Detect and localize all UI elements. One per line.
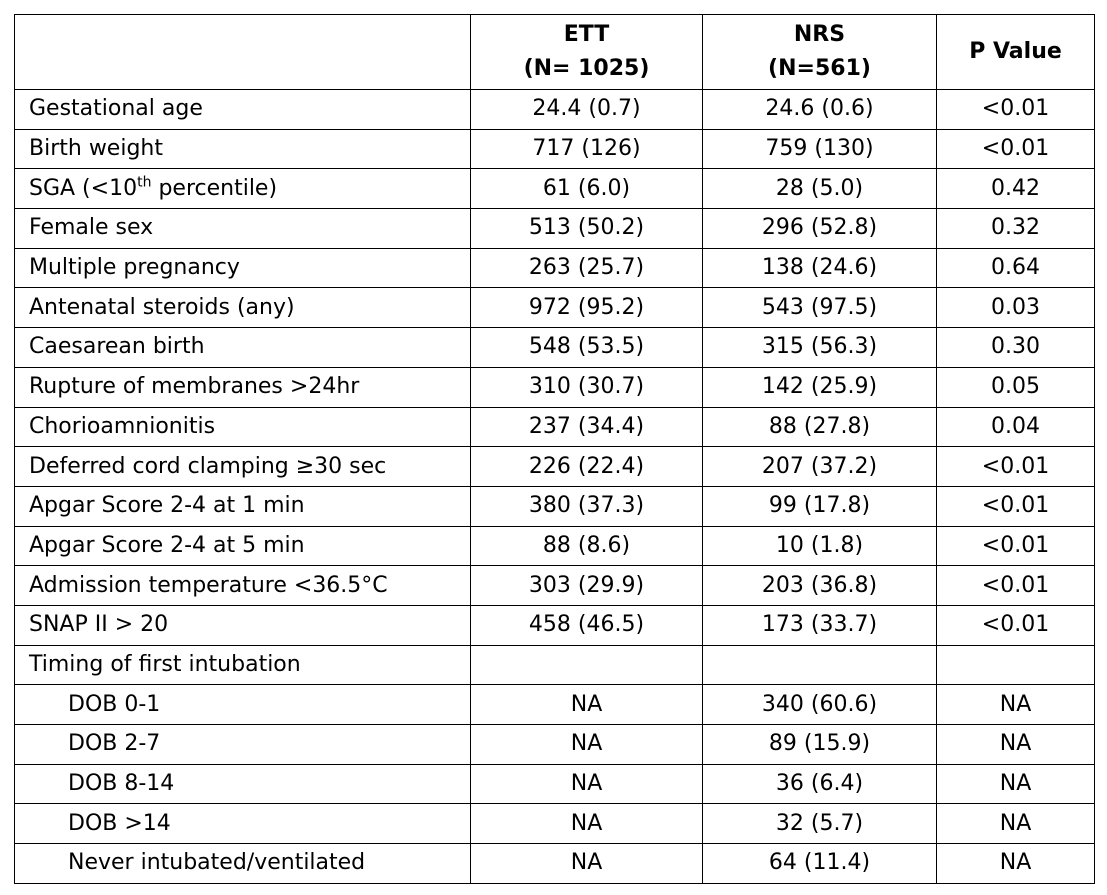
baseline-characteristics-table (14, 14, 1095, 884)
header-row (15, 15, 1095, 90)
table-row (15, 486, 1095, 526)
row-label: Rupture of membranes >24hr (15, 367, 471, 407)
row-label: Admission temperature <36.5°C (15, 566, 471, 606)
row-label: Antenatal steroids (any) (15, 288, 471, 328)
p-value: NA (937, 764, 1095, 804)
table-row-subitem (15, 804, 1095, 844)
table-row (15, 90, 1095, 130)
row-label: Never intubated/ventilated (15, 844, 471, 884)
ett-value: NA (471, 764, 703, 804)
nrs-value: 88 (27.8) (703, 407, 937, 447)
nrs-value: 207 (37.2) (703, 447, 937, 487)
p-value: 0.30 (937, 328, 1095, 368)
p-value: 0.04 (937, 407, 1095, 447)
p-value: <0.01 (937, 566, 1095, 606)
p-value: NA (937, 725, 1095, 765)
nrs-value (703, 645, 937, 685)
ett-value: 310 (30.7) (471, 367, 703, 407)
table-row (15, 288, 1095, 328)
header-ett-count: (N= 1025) (523, 56, 650, 81)
table-row (15, 328, 1095, 368)
row-label: DOB 0-1 (15, 685, 471, 725)
header-corner-cell (15, 15, 471, 90)
p-value: NA (937, 685, 1095, 725)
row-label: Gestational age (15, 90, 471, 130)
ett-value: 717 (126) (471, 129, 703, 169)
p-value: <0.01 (937, 129, 1095, 169)
nrs-value: 28 (5.0) (703, 169, 937, 209)
table-row (15, 526, 1095, 566)
header-ett (471, 15, 703, 90)
ett-value: 303 (29.9) (471, 566, 703, 606)
nrs-value: 64 (11.4) (703, 844, 937, 884)
row-label: Timing of first intubation (15, 645, 471, 685)
nrs-value: 543 (97.5) (703, 288, 937, 328)
ett-value: NA (471, 804, 703, 844)
p-value: NA (937, 804, 1095, 844)
nrs-value: 138 (24.6) (703, 248, 937, 288)
header-nrs (703, 15, 937, 90)
row-label: Multiple pregnancy (15, 248, 471, 288)
nrs-value: 340 (60.6) (703, 685, 937, 725)
p-value: <0.01 (937, 486, 1095, 526)
p-value: <0.01 (937, 526, 1095, 566)
nrs-value: 296 (52.8) (703, 209, 937, 249)
ett-value: 61 (6.0) (471, 169, 703, 209)
row-label: Chorioamnionitis (15, 407, 471, 447)
nrs-value: 142 (25.9) (703, 367, 937, 407)
nrs-value: 173 (33.7) (703, 605, 937, 645)
row-label: Birth weight (15, 129, 471, 169)
row-label: Female sex (15, 209, 471, 249)
ett-value: 458 (46.5) (471, 605, 703, 645)
p-value: <0.01 (937, 447, 1095, 487)
nrs-value: 24.6 (0.6) (703, 90, 937, 130)
row-label: Apgar Score 2-4 at 5 min (15, 526, 471, 566)
ett-value: NA (471, 844, 703, 884)
ett-value: 380 (37.3) (471, 486, 703, 526)
p-value (937, 645, 1095, 685)
ett-value: 263 (25.7) (471, 248, 703, 288)
table-row (15, 209, 1095, 249)
nrs-value: 10 (1.8) (703, 526, 937, 566)
p-value: NA (937, 844, 1095, 884)
header-nrs-name: NRS (793, 22, 846, 47)
p-value: 0.03 (937, 288, 1095, 328)
header-nrs-count: (N=561) (768, 56, 871, 81)
row-label: DOB >14 (15, 804, 471, 844)
p-value: <0.01 (937, 605, 1095, 645)
row-label-pre: SGA (<10 (29, 175, 138, 201)
nrs-value: 32 (5.7) (703, 804, 937, 844)
nrs-value: 99 (17.8) (703, 486, 937, 526)
ett-value: 24.4 (0.7) (471, 90, 703, 130)
table-row-section-heading (15, 645, 1095, 685)
ett-value: 226 (22.4) (471, 447, 703, 487)
table-row (15, 248, 1095, 288)
p-value: 0.32 (937, 209, 1095, 249)
row-label: DOB 8-14 (15, 764, 471, 804)
nrs-value: 89 (15.9) (703, 725, 937, 765)
header-p-value: P Value (937, 15, 1095, 90)
nrs-value: 315 (56.3) (703, 328, 937, 368)
ett-value (471, 645, 703, 685)
p-value: 0.64 (937, 248, 1095, 288)
ett-value: 548 (53.5) (471, 328, 703, 368)
nrs-value: 203 (36.8) (703, 566, 937, 606)
ett-value: 88 (8.6) (471, 526, 703, 566)
nrs-value: 759 (130) (703, 129, 937, 169)
row-label: Deferred cord clamping ≥30 sec (15, 447, 471, 487)
row-label: Caesarean birth (15, 328, 471, 368)
ett-value: 237 (34.4) (471, 407, 703, 447)
table-row (15, 169, 1095, 209)
p-value: 0.42 (937, 169, 1095, 209)
p-value: <0.01 (937, 90, 1095, 130)
table-row-subitem (15, 844, 1095, 884)
ett-value: NA (471, 685, 703, 725)
table-row (15, 605, 1095, 645)
p-value: 0.05 (937, 367, 1095, 407)
row-label-superscript: th (137, 174, 152, 191)
table-row (15, 566, 1095, 606)
table-row (15, 129, 1095, 169)
ett-value: NA (471, 725, 703, 765)
row-label: DOB 2-7 (15, 725, 471, 765)
ett-value: 513 (50.2) (471, 209, 703, 249)
table-row (15, 407, 1095, 447)
row-label: Apgar Score 2-4 at 1 min (15, 486, 471, 526)
nrs-value: 36 (6.4) (703, 764, 937, 804)
row-label-post: percentile) (151, 175, 278, 201)
table-row-subitem (15, 725, 1095, 765)
table-row (15, 447, 1095, 487)
row-label: SNAP II > 20 (15, 605, 471, 645)
header-ett-name: ETT (563, 22, 610, 47)
table-row (15, 367, 1095, 407)
ett-value: 972 (95.2) (471, 288, 703, 328)
table-row-subitem (15, 685, 1095, 725)
table-row-subitem (15, 764, 1095, 804)
row-label (15, 169, 471, 209)
